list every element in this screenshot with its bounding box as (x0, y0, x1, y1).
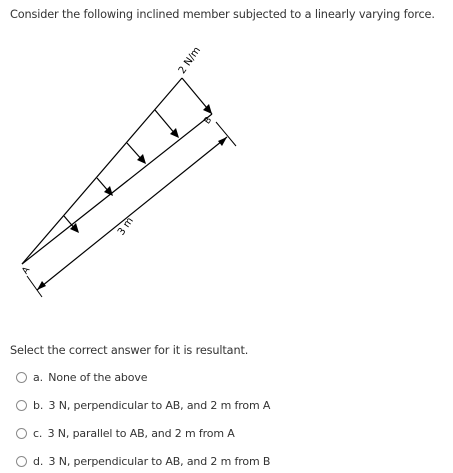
load-envelope (22, 78, 182, 264)
option-text: 3 N, perpendicular to AB, and 2 m from A (48, 398, 271, 412)
member-ab (22, 114, 215, 264)
load-label: 2 N/m (176, 45, 204, 77)
option-text: 3 N, perpendicular to AB, and 2 m from B (48, 454, 271, 468)
dimension-ext-b (216, 122, 236, 146)
question-text: Consider the following inclined member subjected to a linearly varying force. (10, 8, 435, 21)
radio-icon[interactable] (16, 456, 27, 467)
option-a[interactable] (16, 368, 147, 386)
load-arrows (64, 110, 176, 230)
option-c[interactable] (16, 424, 235, 442)
option-d[interactable] (16, 452, 270, 470)
option-letter: a. (33, 370, 43, 384)
option-letter: c. (33, 426, 43, 440)
option-letter: d. (33, 454, 44, 468)
radio-icon[interactable] (16, 400, 27, 411)
radio-icon[interactable] (16, 372, 27, 383)
point-b-label: B (202, 115, 215, 127)
option-b[interactable] (16, 396, 270, 414)
length-label: 3 m (115, 215, 136, 238)
load-arrowheads (70, 104, 215, 233)
option-text: None of the above (48, 370, 148, 384)
dimension-arrow-a (37, 281, 46, 290)
point-a-label: A (20, 265, 33, 277)
option-letter: b. (33, 398, 44, 412)
option-text: 3 N, parallel to AB, and 2 m from A (47, 426, 235, 440)
dimension-arrow-b (218, 137, 227, 146)
prompt-text: Select the correct answer for it is resultant. (10, 344, 249, 357)
radio-icon[interactable] (16, 428, 27, 439)
